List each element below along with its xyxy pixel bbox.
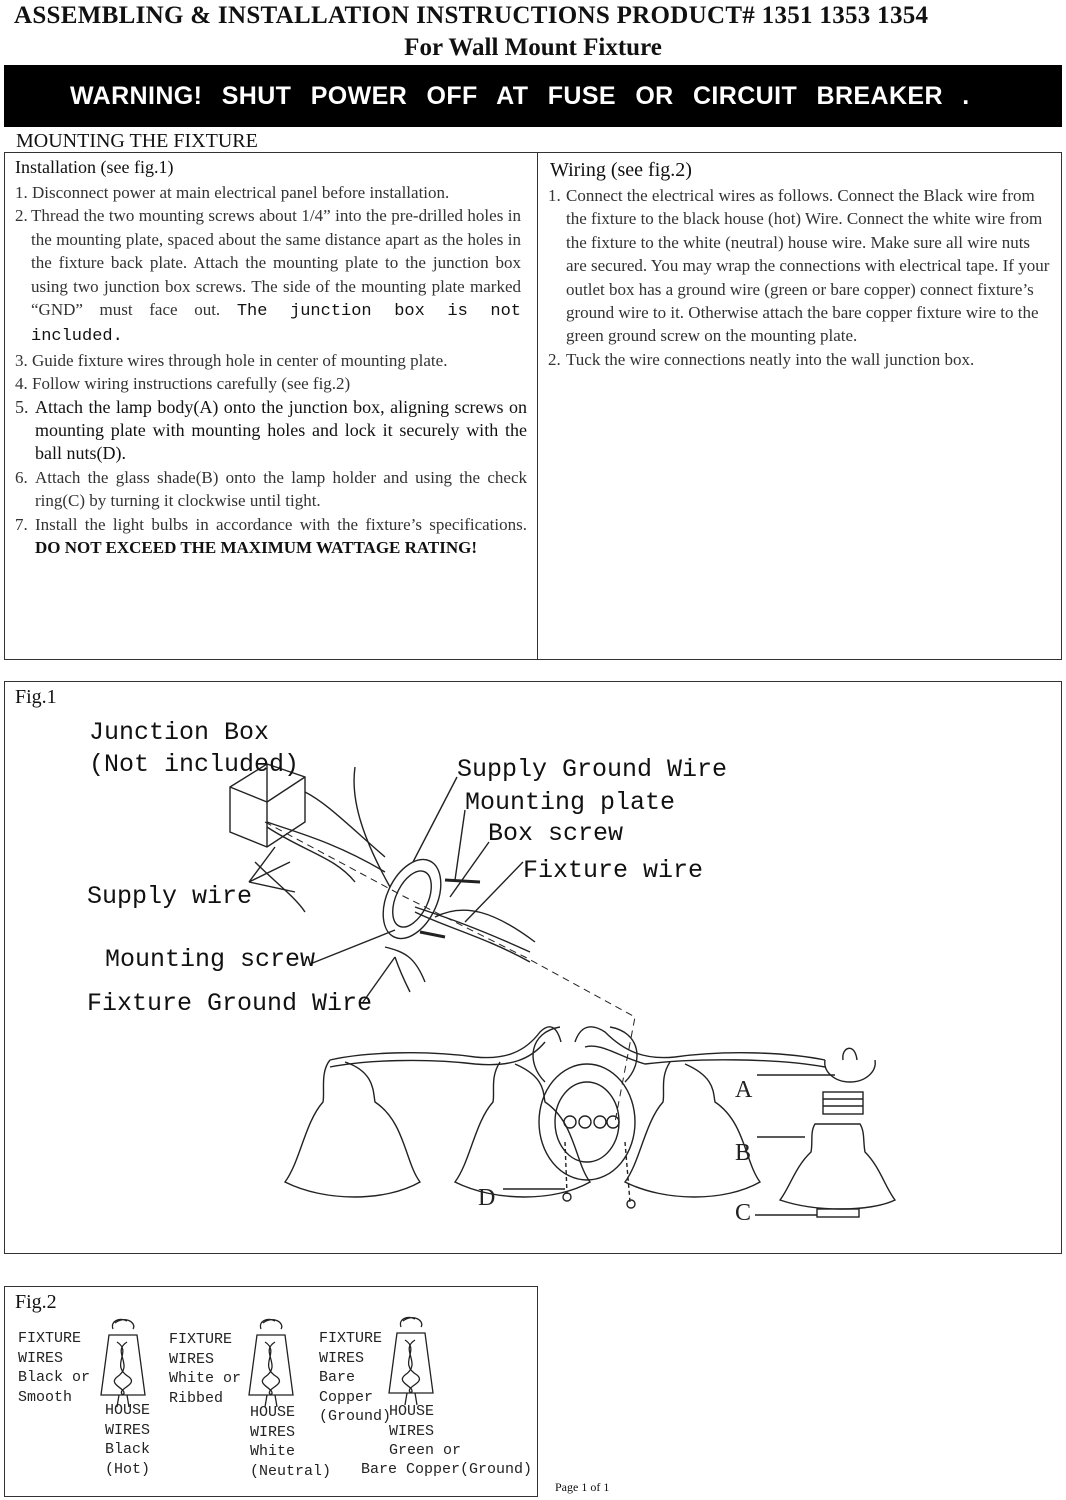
supply-ground-wire-label: Supply Ground Wire <box>457 755 728 784</box>
installation-step-2 <box>15 204 529 348</box>
house-wire-green-line-1: HOUSE <box>389 1403 435 1420</box>
fixture-wire-white-line-1: FIXTURE <box>169 1331 233 1348</box>
step-text: Install the light bulbs in accordance with the fixture’s specifications. <box>35 514 527 534</box>
box-screw-label: Box screw <box>488 819 624 848</box>
step-text: Connect the electrical wires as follows. Connect the Black wire from the fixture to the black house (hot) Wire. Connect the white wire from the fixture to the white (neutral) house wire. Make sure all wire nuts are secured. You may wrap the connections with electrical tape. If your outlet box has a ground wire (green or bare copper) connect fixture’s ground wire to it. Otherwise attach the bare copper fixture wire to the green ground screw on the mounting plate. <box>566 186 1050 346</box>
figure-2 <box>4 1286 538 1497</box>
wiring-step-2 <box>548 348 1053 371</box>
fixture-wire-black-line-1: FIXTURE <box>18 1330 82 1347</box>
warning-text: WARNING! SHUT POWER OFF AT FUSE OR CIRCUIT BREAKER . <box>70 81 970 110</box>
house-wire-green-line-2: WIRES <box>389 1422 435 1440</box>
fixture-wire-black-line-4: Smooth <box>18 1388 73 1406</box>
installation-step-1: 1. Disconnect power at main electrical panel before installation. <box>15 183 450 202</box>
document-subtitle: For Wall Mount Fixture <box>404 34 662 61</box>
warning-banner <box>4 65 1062 127</box>
fixture-wire-black-line-2: WIRES <box>18 1349 64 1367</box>
step-number: 7. <box>15 514 28 534</box>
wire-nut-icon <box>101 1319 145 1407</box>
house-wire-black-line-4: (Hot) <box>105 1460 151 1478</box>
fixture-wire-white-line-3: White or <box>169 1370 242 1387</box>
wire-nut-icon <box>389 1317 433 1405</box>
installation-step-6 <box>15 466 529 513</box>
fixture-wire-white-line-4: Ribbed <box>169 1389 224 1407</box>
fixture-wire-white-line-2: WIRES <box>169 1350 215 1368</box>
house-wire-white-line-4: (Neutral) <box>250 1462 332 1480</box>
installation-heading: Installation (see fig.1) <box>15 157 174 177</box>
step-number: 1. <box>548 186 561 205</box>
junction-box-label: Junction Box <box>89 718 270 747</box>
installation-step-3: 3. Guide fixture wires through hole in center of mounting plate. <box>15 350 448 370</box>
house-wire-black-line-2: WIRES <box>105 1421 151 1439</box>
house-wire-black-line-3: Black <box>105 1441 151 1458</box>
installation-panel <box>4 152 538 660</box>
figure-1-label: Fig.1 <box>15 686 57 708</box>
fixture-ground-wire-label: Fixture Ground Wire <box>87 989 373 1018</box>
ball-nut-illustration <box>563 1193 571 1201</box>
fixture-wire-copper-line-2: WIRES <box>319 1349 365 1367</box>
fixture-wire-copper-line-3: Bare <box>319 1369 356 1386</box>
step-text: Attach the lamp body(A) onto the junction box, aligning screws on mounting plate with mounting holes and lock it securely with the ball nuts(D). <box>35 396 527 464</box>
house-wire-white-line-1: HOUSE <box>250 1404 296 1421</box>
house-wire-white-line-2: WIRES <box>250 1423 296 1441</box>
mounting-plate-label: Mounting plate <box>465 788 676 817</box>
wattage-warning: DO NOT EXCEED THE MAXIMUM WATTAGE RATING! <box>35 538 478 558</box>
fixture-wire-copper-line-1: FIXTURE <box>319 1330 383 1347</box>
section-title: MOUNTING THE FIXTURE <box>16 130 258 152</box>
part-label-b: B <box>735 1140 752 1166</box>
part-label-c: C <box>735 1200 752 1226</box>
junction-box-note: The junction box is not included. <box>31 302 521 347</box>
step-number: 6. <box>15 467 28 487</box>
step-number: 2. <box>15 206 28 226</box>
house-wire-green-line-4: Bare Copper(Ground) <box>361 1461 533 1478</box>
installation-step-5 <box>15 396 529 466</box>
step-number: 2. <box>548 349 561 369</box>
part-label-a: A <box>735 1077 753 1103</box>
fixture-wire-black-line-3: Black or <box>18 1369 91 1386</box>
junction-box-note-label: (Not included) <box>89 750 300 779</box>
part-label-d: D <box>478 1185 496 1211</box>
installation-step-7 <box>15 513 529 560</box>
step-text: Tuck the wire connections neatly into the wall junction box. <box>566 349 975 369</box>
wiring-heading: Wiring (see fig.2) <box>550 159 692 181</box>
fixture-wire-copper-line-5: (Ground) <box>319 1408 392 1425</box>
wiring-panel <box>537 152 1062 660</box>
figure-2-label: Fig.2 <box>15 1291 57 1313</box>
check-ring-illustration <box>817 1209 859 1217</box>
house-wire-green-line-3: Green or <box>389 1442 462 1459</box>
house-wire-black-line-1: HOUSE <box>105 1402 151 1419</box>
supply-wire-label: Supply wire <box>87 882 253 911</box>
mounting-screw-label: Mounting screw <box>105 945 316 974</box>
step-text: Attach the glass shade(B) onto the lamp holder and using the check ring(C) by turning it clockwise until tight. <box>35 467 527 511</box>
fixture-wire-label: Fixture wire <box>523 856 704 885</box>
wiring-step-1 <box>548 184 1053 348</box>
lamp-holder-illustration <box>823 1092 863 1114</box>
mounting-plate-illustration <box>372 850 453 947</box>
installation-step-4: 4. Follow wiring instructions carefully (see fig.2) <box>15 374 351 394</box>
page-number: Page 1 of 1 <box>555 1480 610 1494</box>
fixture-wire-copper-line-4: Copper <box>319 1388 374 1406</box>
document-title: ASSEMBLING & INSTALLATION INSTRUCTIONS PRODUCT# 1351 1353 1354 <box>14 2 929 29</box>
step-number: 5. <box>15 396 29 417</box>
wire-nut-icon <box>249 1319 293 1407</box>
step-text: Thread the two mounting screws about 1/4” into the pre-drilled holes in the mounting plate, spaced about the same distance apart as the holes in the fixture back plate. Attach the mounting plate to the junction box using two junction box screws. The side of the mounting plate marked “GND” must face out. <box>31 206 521 320</box>
figure-1 <box>4 681 1062 1254</box>
house-wire-white-line-3: White <box>250 1443 296 1460</box>
glass-shade-illustration <box>285 1060 420 1197</box>
